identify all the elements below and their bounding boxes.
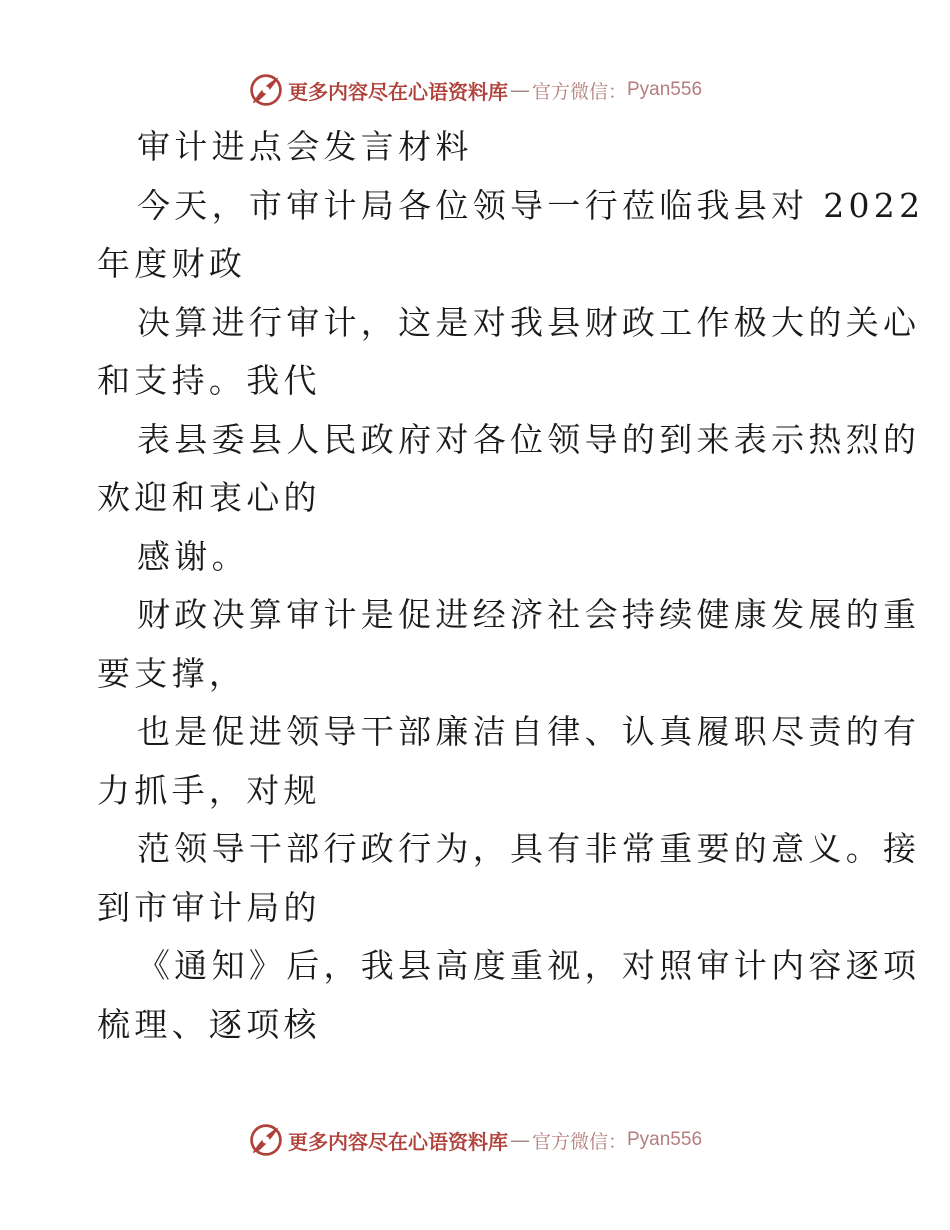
paragraph-line: 和支持。我代 — [97, 361, 321, 400]
footer-site-text: 更多内容尽在心语资料库 — [287, 1129, 508, 1154]
header-wechat-label: 官方微信： — [531, 80, 627, 103]
quill-logo-icon — [248, 72, 284, 108]
header-site-text: 更多内容尽在心语资料库 — [287, 79, 508, 104]
paragraph-line: 决算进行审计，这是对我县财政工作极大的关心 — [137, 302, 921, 342]
footer-banner — [0, 1120, 950, 1160]
paragraph-line: 今天，市审计局各位领导一行莅临我县对 2022 — [137, 185, 925, 225]
paragraph-line: 力抓手，对规 — [97, 770, 321, 810]
paragraph-line: 财政决算审计是促进经济社会持续健康发展的重 — [137, 595, 921, 634]
paragraph-line: 也是促进领导干部廉洁自律、认真履职尽责的有 — [137, 712, 921, 751]
document-title: 审计进点会发言材料 — [137, 127, 473, 166]
footer-wechat-label: 官方微信： — [531, 1130, 627, 1153]
paragraph-line: 范领导干部行政行为，具有非常重要的意义。接 — [137, 829, 921, 868]
footer-wechat-id: Pyan556 — [627, 1129, 703, 1150]
header-banner — [0, 70, 950, 110]
paragraph-line: 表县委县人民政府对各位领导的到来表示热烈的 — [137, 419, 921, 459]
quill-logo-icon — [248, 1122, 284, 1158]
footer-separator: — — [509, 1128, 530, 1152]
paragraph-line: 到市审计局的 — [97, 887, 321, 927]
paragraph-line: 欢迎和衷心的 — [97, 478, 321, 517]
paragraph-line: 感谢。 — [137, 536, 249, 576]
header-separator: — — [509, 78, 530, 102]
paragraph-line: 梳理、逐项核 — [97, 1004, 321, 1044]
paragraph-line: 年度财政 — [97, 244, 247, 283]
document-body — [97, 118, 925, 1054]
paragraph-line: 《通知》后，我县高度重视，对照审计内容逐项 — [137, 946, 921, 985]
header-wechat-id: Pyan556 — [627, 79, 703, 100]
paragraph-line: 要支撑， — [97, 653, 247, 693]
